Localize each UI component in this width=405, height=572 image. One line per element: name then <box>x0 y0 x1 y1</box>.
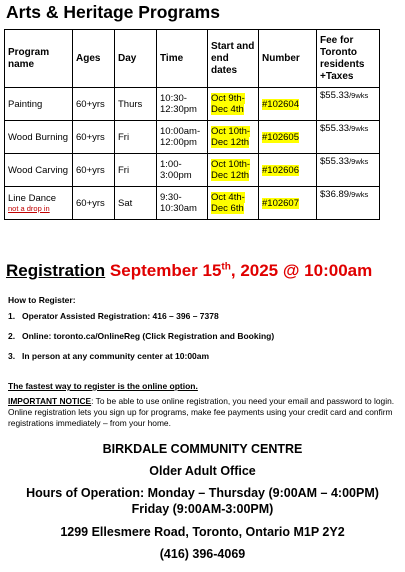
number-highlight: #102607 <box>262 197 299 209</box>
program-cell <box>5 187 73 220</box>
ages-cell: 60+yrs <box>73 121 115 154</box>
step-number: 1. <box>8 311 16 321</box>
program-cell <box>5 121 73 154</box>
column-header: Time <box>157 30 208 88</box>
number-cell <box>259 154 317 187</box>
registration-date <box>110 261 372 280</box>
registration-label: Registration <box>6 261 106 280</box>
number-cell <box>259 88 317 121</box>
table-row <box>5 88 380 121</box>
number-highlight: #102604 <box>262 98 299 110</box>
time-cell: 1:00-3:00pm <box>157 154 208 187</box>
number-highlight: #102605 <box>262 131 299 143</box>
fee-cell <box>317 88 380 121</box>
registration-steps <box>8 311 274 371</box>
registration-date-rest: , 2025 @ 10:00am <box>230 261 373 280</box>
column-header: Start and end dates <box>208 30 259 88</box>
centre-name: BIRKDALE COMMUNITY CENTRE <box>102 442 303 456</box>
office-name: Older Adult Office <box>149 464 256 478</box>
column-header: Day <box>115 30 157 88</box>
fee-unit: /9wks <box>349 157 369 166</box>
fee-unit: /9wks <box>349 124 369 133</box>
column-header: Program name <box>5 30 73 88</box>
program-name: Wood Carving <box>8 164 69 176</box>
table-row <box>5 187 380 220</box>
program-name: Wood Burning <box>8 131 69 143</box>
fee-unit: /9wks <box>349 190 369 199</box>
dates-cell <box>208 154 259 187</box>
number-cell <box>259 187 317 220</box>
ages-cell: 60+yrs <box>73 154 115 187</box>
ages-cell: 60+yrs <box>73 88 115 121</box>
important-notice <box>8 396 398 429</box>
step-number: 3. <box>8 351 16 361</box>
day-cell: Fri <box>115 121 157 154</box>
programs-table <box>4 29 380 220</box>
fee-cell <box>317 121 380 154</box>
day-cell: Thurs <box>115 88 157 121</box>
dates-cell <box>208 121 259 154</box>
centre-phone: (416) 396-4069 <box>159 547 246 561</box>
fee-amount: $36.89 <box>320 189 350 200</box>
registration-date-suffix: th <box>221 261 231 273</box>
dates-highlight: Oct 4th-Dec 6th <box>211 192 245 214</box>
program-name: Line Dance <box>8 193 57 204</box>
registration-heading <box>6 261 372 281</box>
step-text: Operator Assisted Registration: 416 – 396 – 7378 <box>22 311 219 321</box>
how-to-heading: How to Register: <box>8 295 76 305</box>
fastest-option-note: The fastest way to register is the online option. <box>8 381 198 391</box>
dates-highlight: Oct 10th-Dec 12th <box>211 159 251 181</box>
fee-amount: $55.33 <box>320 90 350 101</box>
column-header: Fee for Toronto residents +Taxes <box>317 30 380 88</box>
drop-in-note: not a drop in <box>8 204 50 213</box>
fee-unit: /9wks <box>349 91 369 100</box>
column-header: Number <box>259 30 317 88</box>
program-cell <box>5 88 73 121</box>
fee-amount: $55.33 <box>320 156 350 167</box>
notice-text: : To be able to use online registration, you need your email and password to login. Online registration lets you sign up for programs, make fee payments using your credit card and confirm registrations immediately – from your home. <box>8 396 395 428</box>
program-name: Painting <box>8 98 43 110</box>
step-text: Online: toronto.ca/OnlineReg (Click Registration and Booking) <box>22 331 275 341</box>
fee-cell <box>317 187 380 220</box>
notice-label: IMPORTANT NOTICE <box>8 396 92 406</box>
list-item <box>8 351 274 371</box>
program-cell <box>5 154 73 187</box>
hours-line-1: Hours of Operation: Monday – Thursday (9:00AM – 4:00PM) <box>26 486 379 500</box>
fee-cell <box>317 154 380 187</box>
dates-cell <box>208 88 259 121</box>
dates-cell <box>208 187 259 220</box>
number-cell <box>259 121 317 154</box>
time-cell: 9:30-10:30am <box>157 187 208 220</box>
table-header-row <box>5 30 380 88</box>
table-row <box>5 121 380 154</box>
time-cell: 10:30-12:30pm <box>157 88 208 121</box>
step-text: In person at any community center at 10:00am <box>22 351 210 361</box>
ages-cell: 60+yrs <box>73 187 115 220</box>
dates-highlight: Oct 9th-Dec 4th <box>211 93 245 115</box>
table-row <box>5 154 380 187</box>
hours-line-2: Friday (9:00AM-3:00PM) <box>131 502 274 516</box>
fee-amount: $55.33 <box>320 123 350 134</box>
page-title: Arts & Heritage Programs <box>6 2 220 22</box>
day-cell: Fri <box>115 154 157 187</box>
list-item <box>8 311 274 331</box>
step-number: 2. <box>8 331 16 341</box>
centre-address: 1299 Ellesmere Road, Toronto, Ontario M1P 2Y2 <box>60 525 345 539</box>
registration-date-main: September 15 <box>109 261 222 280</box>
number-highlight: #102606 <box>262 164 299 176</box>
column-header: Ages <box>73 30 115 88</box>
time-cell: 10:00am-12:00pm <box>157 121 208 154</box>
dates-highlight: Oct 10th-Dec 12th <box>211 126 251 148</box>
list-item <box>8 331 274 351</box>
day-cell: Sat <box>115 187 157 220</box>
